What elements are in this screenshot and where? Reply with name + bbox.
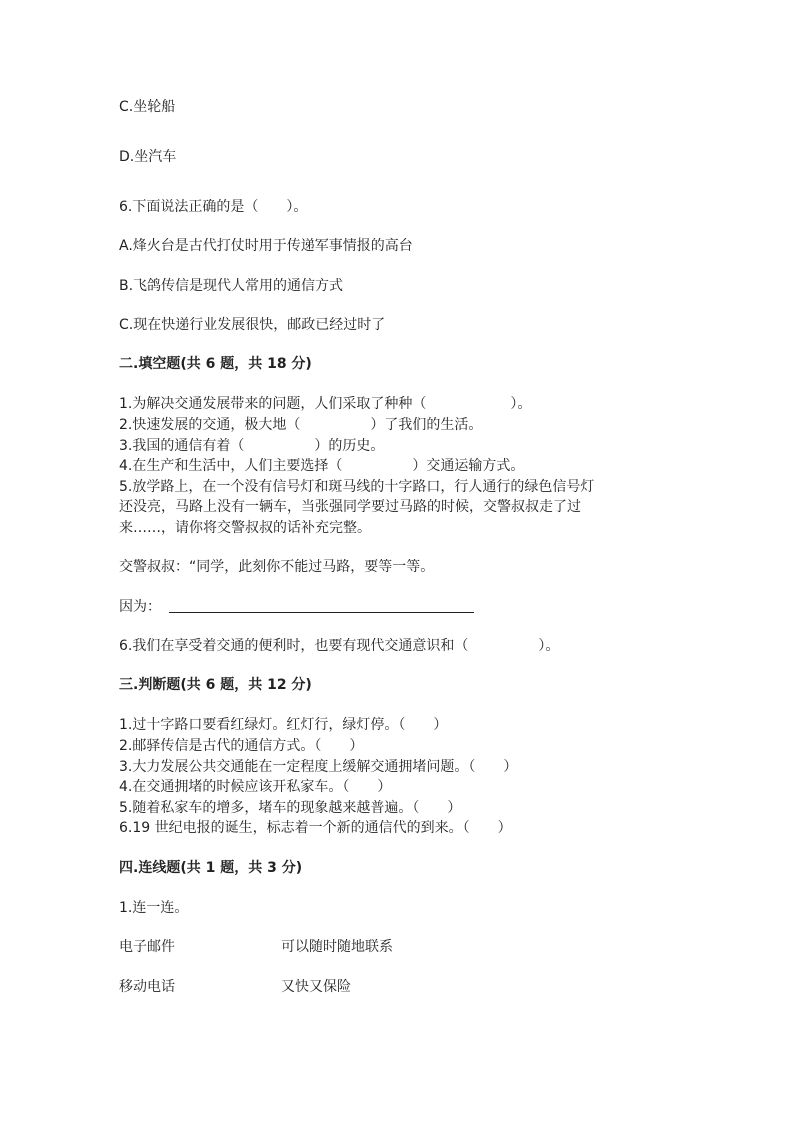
fill-question: 5.放学路上，在一个没有信号灯和斑马线的十字路口，行人通行的绿色信号灯 [119, 479, 595, 495]
judge-question: 3.大力发展公共交通能在一定程度上缓解交通拥堵问题。（ ） [119, 759, 518, 775]
fill-question: 4.在生产和生活中，人们主要选择（ ）交通运输方式。 [119, 458, 525, 474]
fill-question: 3.我国的通信有着（ ）的历史。 [119, 438, 385, 454]
match-left-item[interactable]: 电子邮件 [119, 939, 175, 955]
fill-question: 6.我们在享受着交通的便利时，也要有现代交通意识和（ ）。 [119, 638, 560, 654]
fill-question: 1.为解决交通发展带来的问题，人们采取了种种（ ）。 [119, 396, 532, 412]
fill-question-continued: 来……，请你将交警叔叔的话补充完整。 [119, 520, 371, 536]
section-heading: 二.填空题(共 6 题，共 18 分) [119, 356, 312, 372]
section-heading: 四.连线题(共 1 题，共 3 分) [119, 860, 303, 876]
option-a: A.烽火台是古代打仗时用于传递军事情报的高台 [119, 238, 413, 254]
match-right-item[interactable]: 又快又保险 [281, 979, 351, 995]
answer-line[interactable] [169, 612, 474, 613]
option-d: D.坐汽车 [119, 149, 177, 165]
judge-question: 6.19 世纪电报的诞生，标志着一个新的通信代的到来。（ ） [119, 820, 512, 836]
judge-question: 4.在交通拥堵的时候应该开私家车。（ ） [119, 779, 392, 795]
fill-question-continued: 还没亮，马路上没有一辆车，当张强同学要过马路的时候，交警叔叔走了过 [119, 499, 581, 515]
section-heading: 三.判断题(共 6 题，共 12 分) [119, 677, 312, 693]
judge-question: 1.过十字路口要看红绿灯。红灯行，绿灯停。（ ） [119, 717, 448, 733]
question-stem: 6.下面说法正确的是（ ）。 [119, 199, 308, 215]
fill-question: 2.快速发展的交通，极大地（ ）了我们的生活。 [119, 417, 483, 433]
match-right-item[interactable]: 可以随时随地联系 [281, 939, 393, 955]
judge-question: 5.随着私家车的增多，堵车的现象越来越普遍。（ ） [119, 800, 462, 816]
judge-question: 2.邮驿传信是古代的通信方式。（ ） [119, 738, 364, 754]
because-label: 因为： [119, 599, 161, 615]
option-b: B.飞鸽传信是现代人常用的通信方式 [119, 278, 344, 294]
police-quote: 交警叔叔：“同学，此刻你不能过马路，要等一等。 [119, 559, 435, 575]
option-c: C.现在快递行业发展很快，邮政已经过时了 [119, 317, 386, 333]
match-question: 1.连一连。 [119, 900, 189, 916]
option-c: C.坐轮船 [119, 99, 176, 115]
match-left-item[interactable]: 移动电话 [119, 979, 175, 995]
